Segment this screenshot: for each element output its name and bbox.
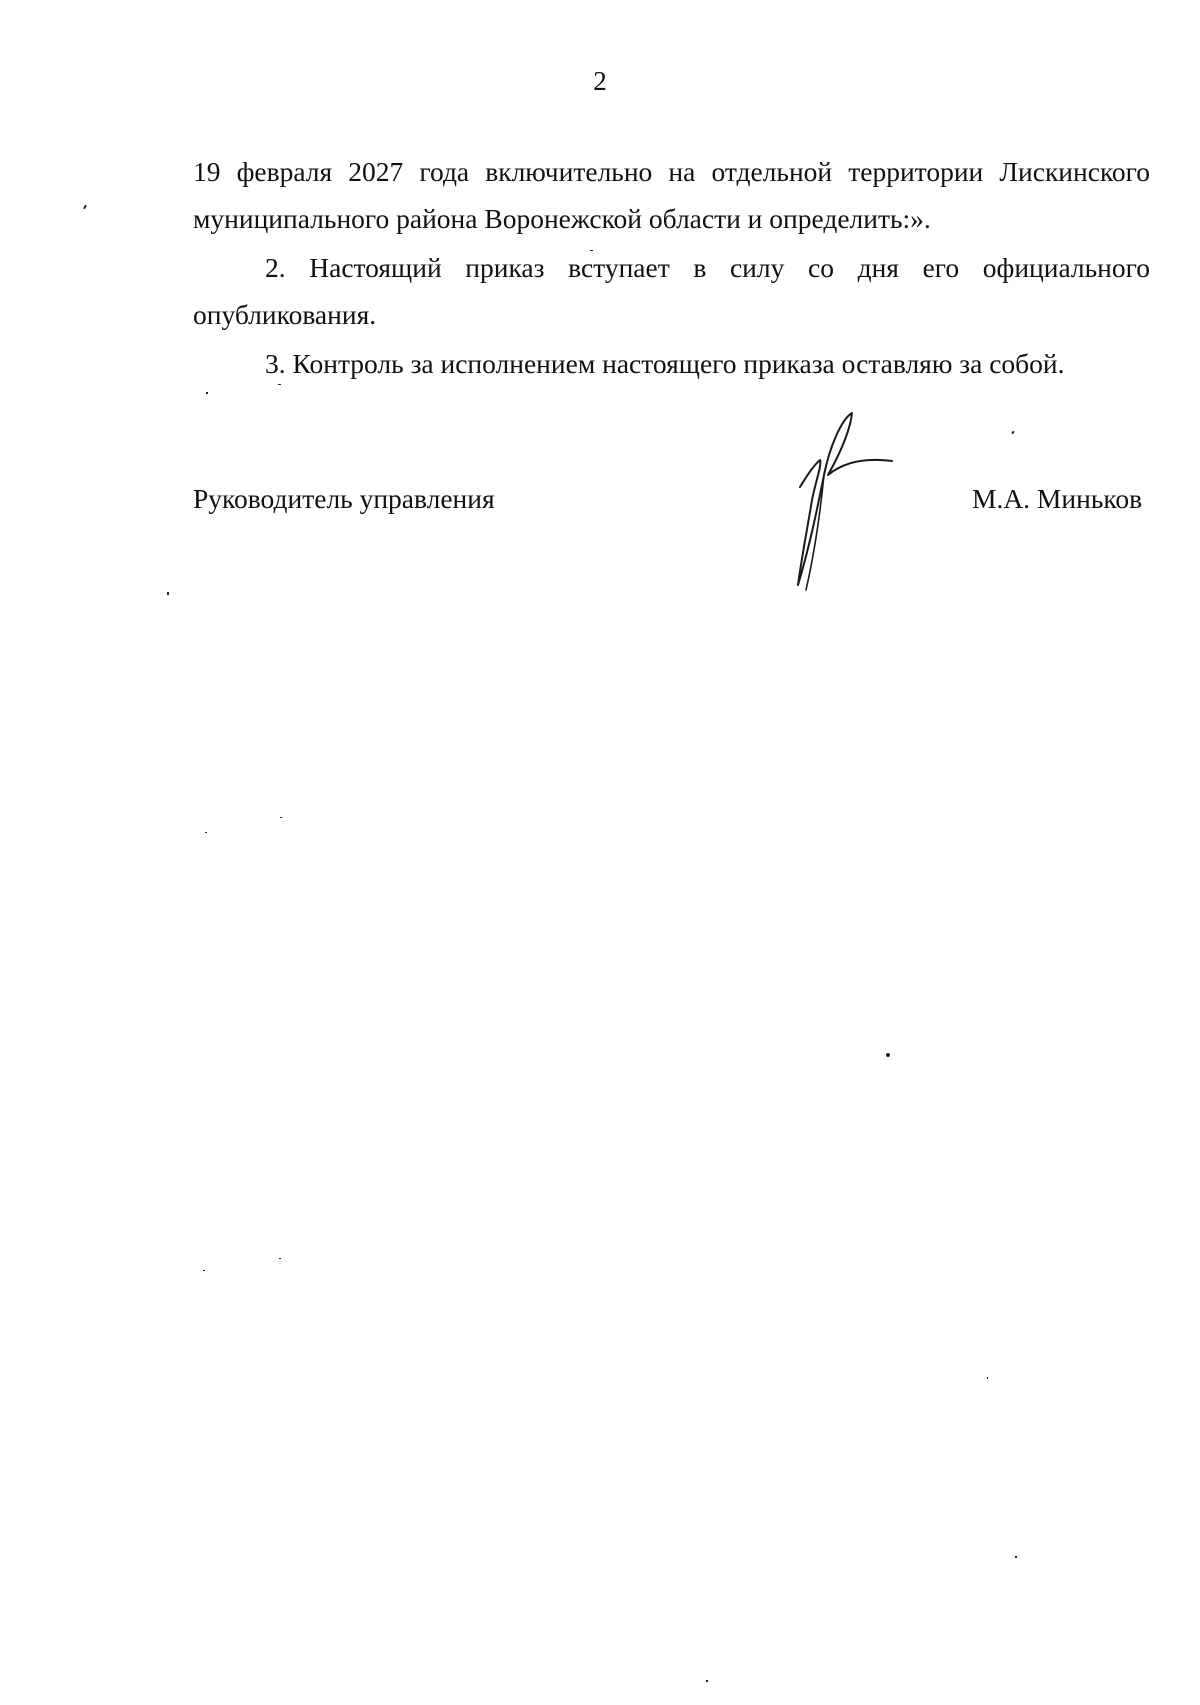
paragraph-line: 2. Настоящий приказ вступает в силу со дня его официального xyxy=(265,252,1150,283)
scan-speck xyxy=(205,832,207,833)
paragraph-line: муниципального района Воронежской области и определить:». xyxy=(193,203,931,234)
scan-speck xyxy=(987,1377,988,1379)
scan-speck xyxy=(886,1053,890,1057)
paragraph-line: 3. Контроль за исполнением настоящего приказа оставляю за собой. xyxy=(265,348,1065,379)
paragraph-item-3 xyxy=(193,340,1150,387)
handwritten-signature xyxy=(780,405,905,595)
page-number: 2 xyxy=(593,66,607,96)
signer-position: Руководитель управления xyxy=(193,483,495,514)
paragraph-line: опубликования. xyxy=(193,299,377,330)
scan-speck xyxy=(1011,431,1014,435)
scan-speck xyxy=(278,384,281,385)
scan-speck xyxy=(83,205,87,209)
scan-speck xyxy=(1015,1556,1017,1558)
scan-speck xyxy=(590,250,593,251)
signer-name: М.А. Миньков xyxy=(972,483,1143,514)
paragraph-continuation xyxy=(193,148,1150,242)
scan-speck xyxy=(706,1680,708,1682)
scan-speck xyxy=(167,592,169,595)
scan-speck xyxy=(280,817,282,818)
scan-speck xyxy=(203,1270,205,1271)
scan-speck xyxy=(206,392,208,394)
paragraph-item-2 xyxy=(193,244,1150,338)
scan-speck xyxy=(279,1258,281,1259)
paragraph-line: 19 февраля 2027 года включительно на отдельной территории Лискинского xyxy=(193,156,1150,187)
